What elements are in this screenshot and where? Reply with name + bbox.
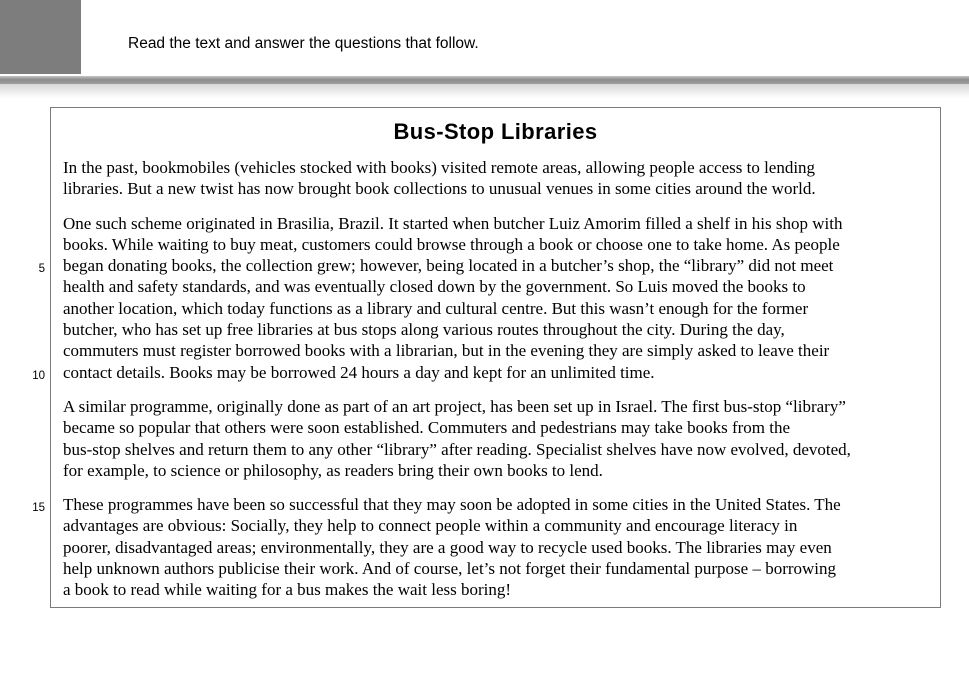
- line-number: 10: [32, 369, 45, 382]
- passage-title: Bus-Stop Libraries: [393, 119, 598, 144]
- passage-box: [32, 107, 941, 608]
- text-line: A similar programme, originally done as part of an art project, has been set up in Israel. The first bus-stop “library”: [63, 396, 846, 416]
- text-line: advantages are obvious: Socially, they help to connect people within a community and encourage literacy in: [63, 516, 798, 536]
- paragraph: [63, 157, 932, 200]
- text-line: In the past, bookmobiles (vehicles stocked with books) visited remote areas, allowing people access to lending: [63, 158, 816, 177]
- text-line: One such scheme originated in Brasilia, Brazil. It started when butcher Luiz Amorim filled a shelf in his shop with: [63, 213, 843, 233]
- text-line: books. While waiting to buy meat, customers could browse through a book or choose one to take home. As people: [63, 234, 840, 254]
- paragraph: [32, 213, 932, 383]
- instruction-text: Read the text and answer the questions that follow.: [128, 35, 479, 52]
- line-number: 15: [32, 502, 45, 515]
- paragraph: [32, 494, 932, 600]
- text-line: butcher, who has set up free libraries at bus stops along various routes throughout the city. During the day,: [63, 320, 785, 340]
- passage-body: [32, 157, 940, 601]
- text-line: 15 These programmes have been so successful that they may soon be adopted in some cities in the United States. The: [63, 494, 932, 515]
- text-line: a book to read while waiting for a bus makes the wait less boring!: [63, 580, 512, 600]
- text-line: 10 contact details. Books may be borrowed 24 hours a day and kept for an unlimited time.: [63, 362, 932, 383]
- text-line: commuters must register borrowed books with a librarian, but in the evening they are simply asked to leave their: [63, 341, 830, 361]
- text-line: help unknown authors publicise their work. And of course, let’s not forget their fundamental purpose – borrowing: [63, 559, 837, 579]
- text-line: another location, which today functions as a library and cultural centre. But this wasn’t enough for the former: [63, 298, 809, 318]
- text-line: libraries. But a new twist has now brought book collections to unusual venues in some cities around the world.: [63, 179, 816, 199]
- text-line: became so popular that others were soon established. Commuters and pedestrians may take books from the: [63, 418, 791, 438]
- paragraph: [63, 396, 932, 481]
- text-line: poorer, disadvantaged areas; environmentally, they are a good way to recycle used books. The libraries may even: [63, 537, 832, 557]
- text-line: bus-stop shelves and return them to any other “library” after reading. Specialist shelves have now evolved, devoted,: [63, 439, 851, 459]
- line-number: 5: [38, 263, 45, 276]
- text-line: for example, to science or philosophy, as readers bring their own books to lend.: [63, 460, 603, 480]
- header-divider-rule: [0, 76, 969, 84]
- text-line: health and safety standards, and was eventually closed down by the government. So Luis moved the books to: [63, 277, 806, 297]
- text-line: 5 began donating books, the collection grew; however, being located in a butcher’s shop, the “library” did not meet: [63, 255, 932, 276]
- corner-decoration-square: [0, 0, 81, 74]
